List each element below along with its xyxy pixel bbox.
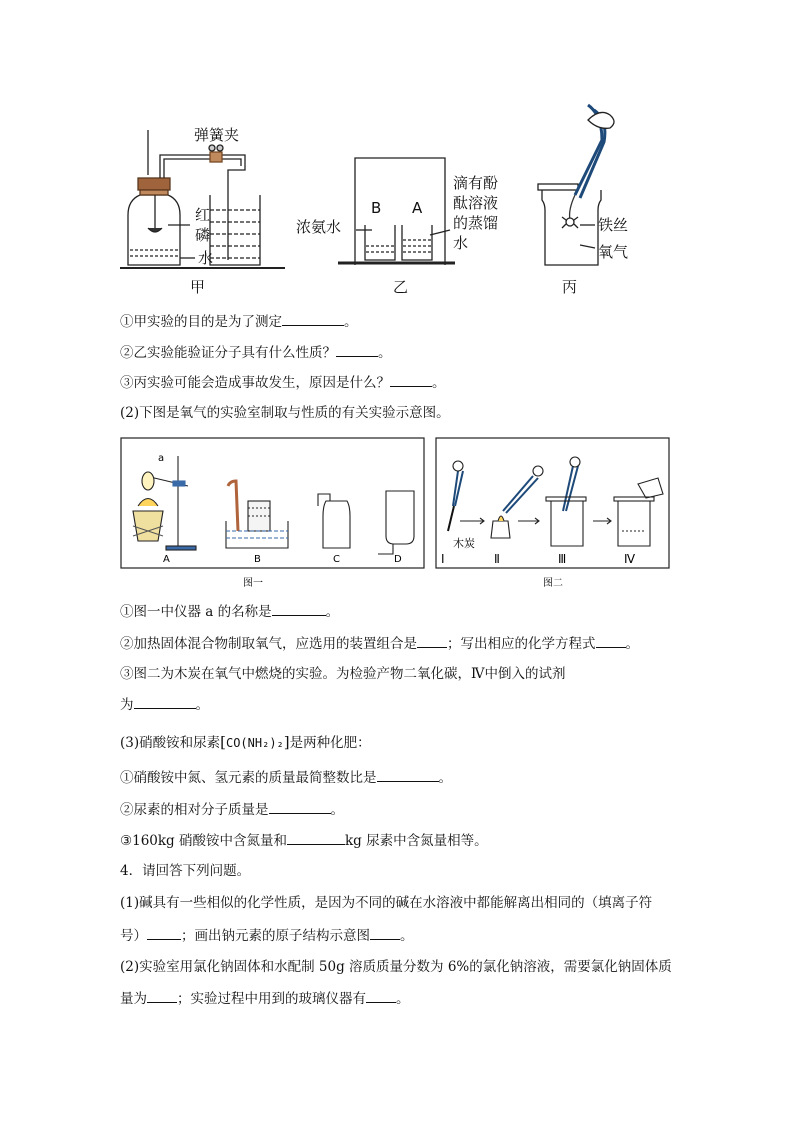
part-2-intro: (2)下图是氧气的实验室制取与性质的有关实验示意图。 xyxy=(120,405,450,421)
answer-blank[interactable] xyxy=(272,601,326,616)
part-2-question-2-mid: ；写出相应的化学方程式 xyxy=(447,636,596,652)
answer-blank[interactable] xyxy=(596,633,626,648)
part-2-question-2 xyxy=(120,633,639,654)
apparatus-bing xyxy=(538,105,614,265)
label-jia: 甲 xyxy=(190,278,206,296)
question-3-end: 。 xyxy=(432,375,446,391)
label-phen-4: 水 xyxy=(453,234,469,252)
part-2-question-1 xyxy=(120,601,339,622)
answer-blank[interactable] xyxy=(417,633,447,648)
label-step-4: Ⅳ xyxy=(624,552,636,566)
question-4-part-2-text: 量为 xyxy=(120,991,147,1007)
label-device-c: C xyxy=(333,554,340,565)
part-3-question-2-text: ②尿素的相对分子质量是 xyxy=(120,802,269,818)
part-2-question-3: ③图二为木炭在氧气中燃烧的实验。为检验产物二氧化碳，Ⅳ中倒入的试剂 xyxy=(120,666,566,682)
answer-blank[interactable] xyxy=(134,694,196,709)
answer-blank[interactable] xyxy=(390,372,432,387)
label-step-1: Ⅰ xyxy=(441,552,445,566)
urea-formula-text: CO(NH₂)₂ xyxy=(225,736,284,750)
label-device-b: B xyxy=(254,554,261,565)
part-2-question-3-cont-text: 为 xyxy=(120,697,134,713)
label-iron-wire: 铁丝 xyxy=(598,216,629,234)
apparatus-yi xyxy=(338,158,455,265)
part-3-question-3-end: kg 尿素中含氮量相等。 xyxy=(344,833,488,849)
part-3-intro xyxy=(120,732,371,753)
question-2 xyxy=(120,342,392,363)
apparatus-b xyxy=(226,481,288,548)
label-device-d: D xyxy=(394,554,402,565)
answer-blank[interactable] xyxy=(269,799,331,814)
question-1-end: 。 xyxy=(344,314,358,330)
urea-formula-close: ] xyxy=(283,733,290,751)
caption-figure-two: 图二 xyxy=(543,578,563,589)
question-4-part-2-cont xyxy=(120,988,410,1009)
question-4-title: 4．请回答下列问题。 xyxy=(120,863,251,879)
label-phen-2: 酞溶液 xyxy=(453,194,499,212)
label-beaker-a: A xyxy=(412,199,423,217)
part-3-question-1 xyxy=(120,767,452,788)
question-4-part-2: (2)实验室用氯化钠固体和水配制 50g 溶质质量分数为 6%的氯化钠溶液，需要氯化钠固体质 xyxy=(120,959,672,975)
question-4-part-2-end: 。 xyxy=(396,991,410,1007)
answer-blank[interactable] xyxy=(370,925,400,940)
question-1 xyxy=(120,311,358,332)
part-3-question-3-text: ③160kg 硝酸铵中含氮量和 xyxy=(120,833,287,849)
label-phen-1: 滴有酚 xyxy=(453,174,499,192)
question-4-part-1: (1)碱具有一些相似的化学性质，是因为不同的碱在水溶液中都能解离出相同的（填离子符 xyxy=(120,895,653,911)
question-2-text: ②乙实验能验证分子具有什么性质？ xyxy=(120,345,336,361)
part-2-question-1-end: 。 xyxy=(325,604,340,620)
apparatus-a xyxy=(133,456,196,550)
answer-blank[interactable] xyxy=(147,925,181,940)
question-4-part-1-text: 号） xyxy=(120,928,147,944)
label-clip: 弹簧夹 xyxy=(194,126,240,144)
label-red-p-1: 红 xyxy=(195,206,211,224)
answer-blank[interactable] xyxy=(336,342,378,357)
label-water: 水 xyxy=(198,249,214,267)
label-beaker-b: B xyxy=(371,199,382,217)
label-step-3: Ⅲ xyxy=(558,552,567,566)
caption-figure-one: 图一 xyxy=(243,578,263,589)
label-oxygen: 氧气 xyxy=(598,243,629,261)
experiment-figure-1 xyxy=(110,100,670,300)
question-4-part-1-mid: ；画出钠元素的原子结构示意图 xyxy=(181,928,370,944)
label-step-2: Ⅱ xyxy=(494,552,500,566)
part-3-question-1-text: ①硝酸铵中氮、氢元素的质量最简整数比是 xyxy=(120,770,377,786)
part-3-question-3 xyxy=(120,830,488,851)
answer-blank[interactable] xyxy=(377,767,439,782)
answer-blank[interactable] xyxy=(287,830,345,845)
label-yi: 乙 xyxy=(393,278,409,296)
part-2-question-1-text: ①图一中仪器 a 的名称是 xyxy=(120,604,272,620)
apparatus-jia xyxy=(120,130,285,268)
label-device-a: A xyxy=(163,554,170,565)
part-2-question-3-cont xyxy=(120,694,209,715)
question-2-end: 。 xyxy=(378,345,392,361)
label-instrument-a: a xyxy=(158,453,165,464)
apparatus-c xyxy=(318,494,350,548)
part-3-intro-end: 是两种化肥： xyxy=(289,735,371,751)
charcoal-steps xyxy=(448,457,663,546)
part-3-question-2 xyxy=(120,799,344,820)
label-ammonia: 浓氨水 xyxy=(296,218,342,236)
experiment-figure-2 xyxy=(118,436,673,591)
urea-formula: [ xyxy=(220,733,226,751)
label-charcoal: 木炭 xyxy=(453,537,475,550)
question-1-text: ①甲实验的目的是为了测定 xyxy=(120,314,282,330)
part-2-question-2-end: 。 xyxy=(625,636,639,652)
question-3 xyxy=(120,372,446,393)
part-2-question-2-text: ②加热固体混合物制取氧气，应选用的装置组合是 xyxy=(120,636,417,652)
label-red-p-2: 磷 xyxy=(195,226,211,244)
question-3-text: ③丙实验可能会造成事故发生，原因是什么？ xyxy=(120,375,390,391)
question-4-part-1-cont xyxy=(120,925,414,946)
question-4-part-2-mid: ；实验过程中用到的玻璃仪器有 xyxy=(177,991,366,1007)
answer-blank[interactable] xyxy=(147,988,177,1003)
question-4-part-1-end: 。 xyxy=(400,928,414,944)
part-3-question-1-end: 。 xyxy=(438,770,452,786)
label-phen-3: 的蒸馏 xyxy=(453,214,499,232)
label-bing: 丙 xyxy=(562,278,578,296)
part-3-question-2-end: 。 xyxy=(330,802,344,818)
answer-blank[interactable] xyxy=(282,311,344,326)
answer-blank[interactable] xyxy=(366,988,396,1003)
part-2-question-3-end: 。 xyxy=(195,697,209,713)
part-3-intro-text: (3)硝酸铵和尿素 xyxy=(120,735,221,751)
apparatus-d xyxy=(378,491,414,554)
